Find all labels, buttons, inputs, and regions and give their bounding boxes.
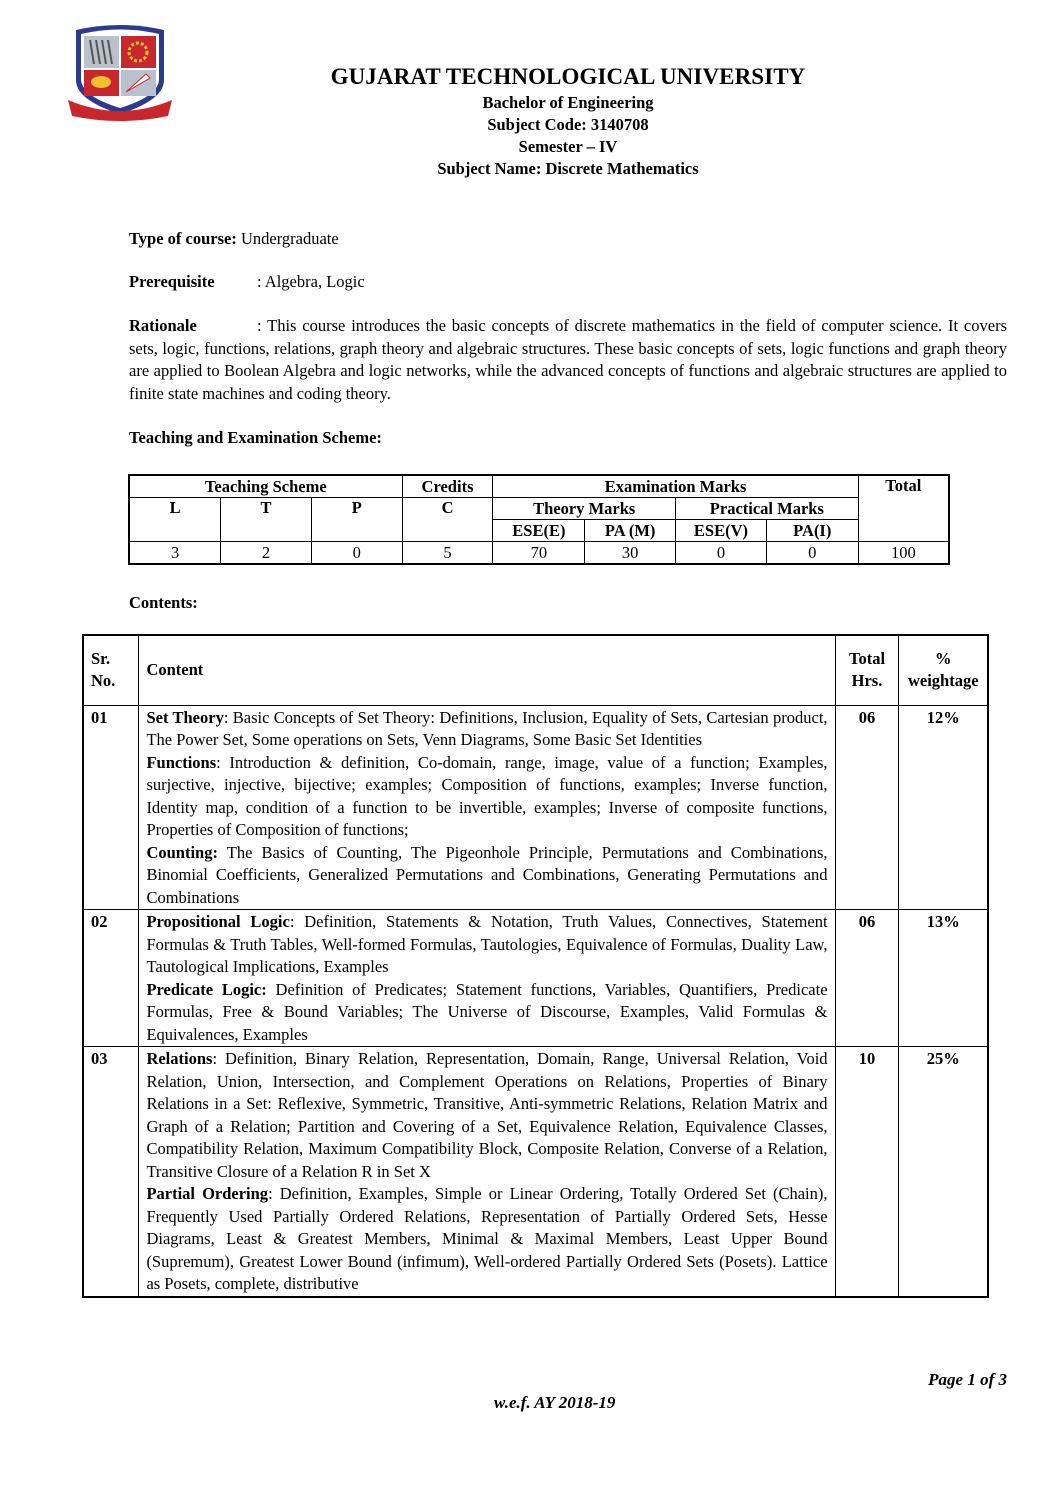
header-ese-e: ESE(E) xyxy=(493,520,585,542)
table-row xyxy=(83,705,988,910)
section-text: : Introduction & definition, Co-domain, range, image, value of a function; Examples, surjective, injective, bijective; examples; Composition of functions, examples; Inverse function, Identity map, condition of a function to be invertible, examples; Inverse of composite functions, Properties of Composition of functions; xyxy=(146,752,828,839)
content-section xyxy=(146,979,827,1047)
value-ese-e: 70 xyxy=(493,542,585,565)
content-section xyxy=(146,707,827,752)
header-practical-marks: Practical Marks xyxy=(676,498,859,520)
content-section xyxy=(146,752,827,842)
table-row xyxy=(83,1047,988,1297)
header-sr-no: Sr. No. xyxy=(83,635,139,705)
prerequisite-label: Prerequisite xyxy=(129,272,215,291)
value-c: 5 xyxy=(402,542,493,565)
value-l: 3 xyxy=(129,542,221,565)
scheme-values-row xyxy=(129,542,949,565)
section-heading: Set Theory xyxy=(146,707,224,727)
section-heading: Predicate Logic: xyxy=(146,979,267,999)
row-sr-no: 01 xyxy=(83,705,139,910)
value-total: 100 xyxy=(858,542,949,565)
header-c: C xyxy=(402,498,493,542)
value-pa-i: 0 xyxy=(766,542,858,565)
header-t: T xyxy=(221,498,312,542)
row-weightage: 12% xyxy=(899,705,988,910)
university-name: GUJARAT TECHNOLOGICAL UNIVERSITY xyxy=(330,64,806,89)
document-header xyxy=(300,62,836,180)
row-total-hrs: 06 xyxy=(835,910,899,1047)
teaching-scheme-table xyxy=(128,474,950,565)
rationale-text: : This course introduces the basic concepts of discrete mathematics in the field of computer science. It covers sets, logic, functions, relations, graph theory and algebraic structures. These basic concepts of sets, logic functions and graph theory are applied to Boolean Algebra and logic networks, while the advanced concepts of functions and algebraic structures are applied to finite state machines and coding theory. xyxy=(129,316,1007,403)
section-text: The Basics of Counting, The Pigeonhole Principle, Permutations and Combinations, Binomial Coefficients, Generalized Permutations and Combinations, Generating Permutations and Combinations xyxy=(146,842,828,907)
row-content xyxy=(139,1047,835,1297)
row-content xyxy=(139,910,835,1047)
header-total: Total xyxy=(858,475,949,542)
row-total-hrs: 06 xyxy=(835,705,899,910)
prerequisite-value: : Algebra, Logic xyxy=(257,272,365,291)
content-section xyxy=(146,1048,827,1183)
header-l: L xyxy=(129,498,221,542)
header-total-hrs: Total Hrs. xyxy=(835,635,899,705)
page-number: Page 1 of 3 xyxy=(928,1370,1007,1389)
course-type-label: Type of course: xyxy=(129,229,237,248)
row-content xyxy=(139,705,835,910)
course-type-value: Undergraduate xyxy=(236,229,339,248)
header-pa-m: PA (M) xyxy=(585,520,676,542)
rationale-label: Rationale xyxy=(129,316,197,335)
section-text: Definition of Predicates; Statement functions, Variables, Quantifiers, Predicate Formulas, Free & Bound Variables; The Universe of Discourse, Examples, Valid Formulas & Equivalences, Examples xyxy=(146,979,828,1044)
header-theory-marks: Theory Marks xyxy=(493,498,676,520)
row-sr-no: 02 xyxy=(83,910,139,1047)
university-logo xyxy=(64,22,176,122)
gtu-crest-icon xyxy=(64,22,176,122)
effective-from: w.e.f. AY 2018-19 xyxy=(494,1393,616,1412)
row-sr-no: 03 xyxy=(83,1047,139,1297)
row-weightage: 13% xyxy=(899,910,988,1047)
header-ese-v: ESE(V) xyxy=(676,520,767,542)
header-weightage: % weightage xyxy=(899,635,988,705)
section-text: : Definition, Examples, Simple or Linear Ordering, Totally Ordered Set (Chain), Frequently Used Partially Ordered Relations, Representation of Partially Ordered Sets, Hesse Diagrams, Least & Greatest Members, Minimal & Maximal Members, Least Upper Bound (Supremum), Greatest Lower Bound (infimum), Well-ordered Partially Ordered Sets (Posets). Lattice as Posets, complete, distributive xyxy=(146,1184,828,1293)
contents-title: Contents: xyxy=(129,593,198,612)
content-section xyxy=(146,1183,827,1296)
value-p: 0 xyxy=(311,542,402,565)
semester: Semester – IV xyxy=(518,137,618,156)
subject-code: Subject Code: 3140708 xyxy=(487,115,649,134)
table-row xyxy=(83,910,988,1047)
content-section xyxy=(146,911,827,979)
header-pa-i: PA(I) xyxy=(766,520,858,542)
header-exam-marks: Examination Marks xyxy=(493,475,858,498)
section-text: : Definition, Statements & Notation, Truth Values, Connectives, Statement Formulas & Truth Tables, Well-formed Formulas, Tautologies, Equivalence of Formulas, Duality Law, Tautological Implications, Examples xyxy=(146,912,828,976)
header-content: Content xyxy=(139,635,835,705)
degree: Bachelor of Engineering xyxy=(482,93,654,112)
rationale xyxy=(129,315,1007,405)
contents-table xyxy=(82,634,989,1298)
value-ese-v: 0 xyxy=(676,542,767,565)
row-total-hrs: 10 xyxy=(835,1047,899,1297)
section-text: : Definition, Binary Relation, Representation, Domain, Range, Universal Relation, Void Relation, Union, Intersection, and Complement Operations on Relations, Properties of Binary Relations in a Set: Reflexive, Symmetric, Transitive, Anti-symmetric Relations, Relation Matrix and Graph of a Relation; Partition and Covering of a Set, Equivalence Relation, Equivalence Classes, Compatibility Relation, Maximum Compatibility Block, Composite Relation, Converse of a Relation, Transitive Closure of a Relation R in Set X xyxy=(146,1049,828,1181)
row-weightage: 25% xyxy=(899,1047,988,1297)
section-heading: Functions xyxy=(146,752,217,772)
content-section xyxy=(146,842,827,910)
section-text: : Basic Concepts of Set Theory: Definitions, Inclusion, Equality of Sets, Cartesian product, The Power Set, Some operations on Sets, Venn Diagrams, Some Basic Set Identities xyxy=(146,707,828,749)
course-type xyxy=(129,228,339,251)
scheme-title: Teaching and Examination Scheme: xyxy=(129,428,382,447)
section-heading: Counting: xyxy=(146,842,218,862)
value-pa-m: 30 xyxy=(585,542,676,565)
prerequisite xyxy=(129,271,365,294)
header-teaching-scheme: Teaching Scheme xyxy=(129,475,402,498)
section-heading: Partial Ordering xyxy=(146,1184,269,1203)
section-heading: Relations xyxy=(146,1049,213,1068)
header-credits: Credits xyxy=(402,475,493,498)
subject-name: Subject Name: Discrete Mathematics xyxy=(437,159,699,178)
header-p: P xyxy=(311,498,402,542)
section-heading: Propositional Logic xyxy=(146,912,290,931)
value-t: 2 xyxy=(221,542,312,565)
